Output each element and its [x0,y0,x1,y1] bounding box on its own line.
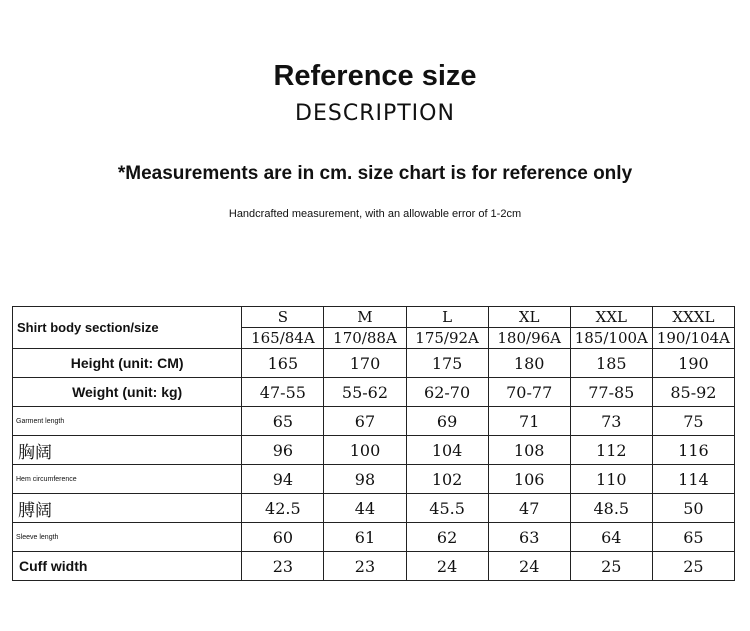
table-row [13,436,735,465]
table-cell: 98 [324,465,406,494]
size-header: S [242,307,324,328]
table-cell: 47-55 [242,378,324,407]
table-cell: 47 [488,494,570,523]
row-label-sleeve: Sleeve length [13,523,242,552]
page-title: Reference size [273,60,477,92]
table-cell: 170 [324,349,406,378]
table-cell: 67 [324,407,406,436]
table-cell: 112 [570,436,652,465]
size-row [13,307,735,328]
table-row [13,465,735,494]
table-cell: 185 [570,349,652,378]
table-cell: 102 [406,465,488,494]
row-label-height: Height (unit: CM) [13,349,242,378]
corner-label: Shirt body section/size [13,307,242,349]
table-cell: 61 [324,523,406,552]
size-header: M [324,307,406,328]
spec-header: 170/88A [324,328,406,349]
table-cell: 85-92 [652,378,734,407]
error-note: Handcrafted measurement, with an allowable error of 1-2cm [228,208,522,220]
table-cell: 44 [324,494,406,523]
table-cell: 75 [652,407,734,436]
table-cell: 175 [406,349,488,378]
table-cell: 100 [324,436,406,465]
table-cell: 104 [406,436,488,465]
table-row [13,407,735,436]
table-cell: 190 [652,349,734,378]
table-cell: 23 [242,552,324,581]
table-cell: 106 [488,465,570,494]
table-cell: 94 [242,465,324,494]
table-row [13,349,735,378]
size-chart-table [12,306,735,581]
size-header: XXL [570,307,652,328]
table-cell: 42.5 [242,494,324,523]
table-cell: 108 [488,436,570,465]
table-cell: 96 [242,436,324,465]
table-cell: 45.5 [406,494,488,523]
size-header: XL [488,307,570,328]
row-label-cuff: Cuff width [13,552,242,581]
table-cell: 69 [406,407,488,436]
table-row [13,378,735,407]
table-cell: 25 [570,552,652,581]
row-label-chest: 胸阔 [13,436,242,465]
table-cell: 64 [570,523,652,552]
table-cell: 77-85 [570,378,652,407]
table-cell: 70-77 [488,378,570,407]
table-cell: 48.5 [570,494,652,523]
table-row [13,494,735,523]
row-label-garment-length: Garment length [13,407,242,436]
table-cell: 62 [406,523,488,552]
table-cell: 23 [324,552,406,581]
table-cell: 65 [652,523,734,552]
table-cell: 63 [488,523,570,552]
table-cell: 62-70 [406,378,488,407]
row-label-hem: Hem circumference [13,465,242,494]
table-cell: 165 [242,349,324,378]
table-cell: 71 [488,407,570,436]
table-cell: 73 [570,407,652,436]
size-header: XXXL [652,307,734,328]
table-cell: 50 [652,494,734,523]
table-cell: 55-62 [324,378,406,407]
measurement-note: *Measurements are in cm. size chart is for reference only [117,163,633,184]
spec-header: 180/96A [488,328,570,349]
table-cell: 110 [570,465,652,494]
row-label-shoulder: 膊阔 [13,494,242,523]
table-cell: 24 [488,552,570,581]
size-header: L [406,307,488,328]
spec-header: 185/100A [570,328,652,349]
page-subtitle: DESCRIPTION [295,101,455,126]
table-cell: 116 [652,436,734,465]
table-row [13,523,735,552]
spec-header: 165/84A [242,328,324,349]
table-cell: 24 [406,552,488,581]
spec-header: 175/92A [406,328,488,349]
table-cell: 25 [652,552,734,581]
row-label-weight: Weight (unit: kg) [13,378,242,407]
table-cell: 114 [652,465,734,494]
table-cell: 180 [488,349,570,378]
table-cell: 65 [242,407,324,436]
table-cell: 60 [242,523,324,552]
table-row [13,552,735,581]
spec-header: 190/104A [652,328,734,349]
